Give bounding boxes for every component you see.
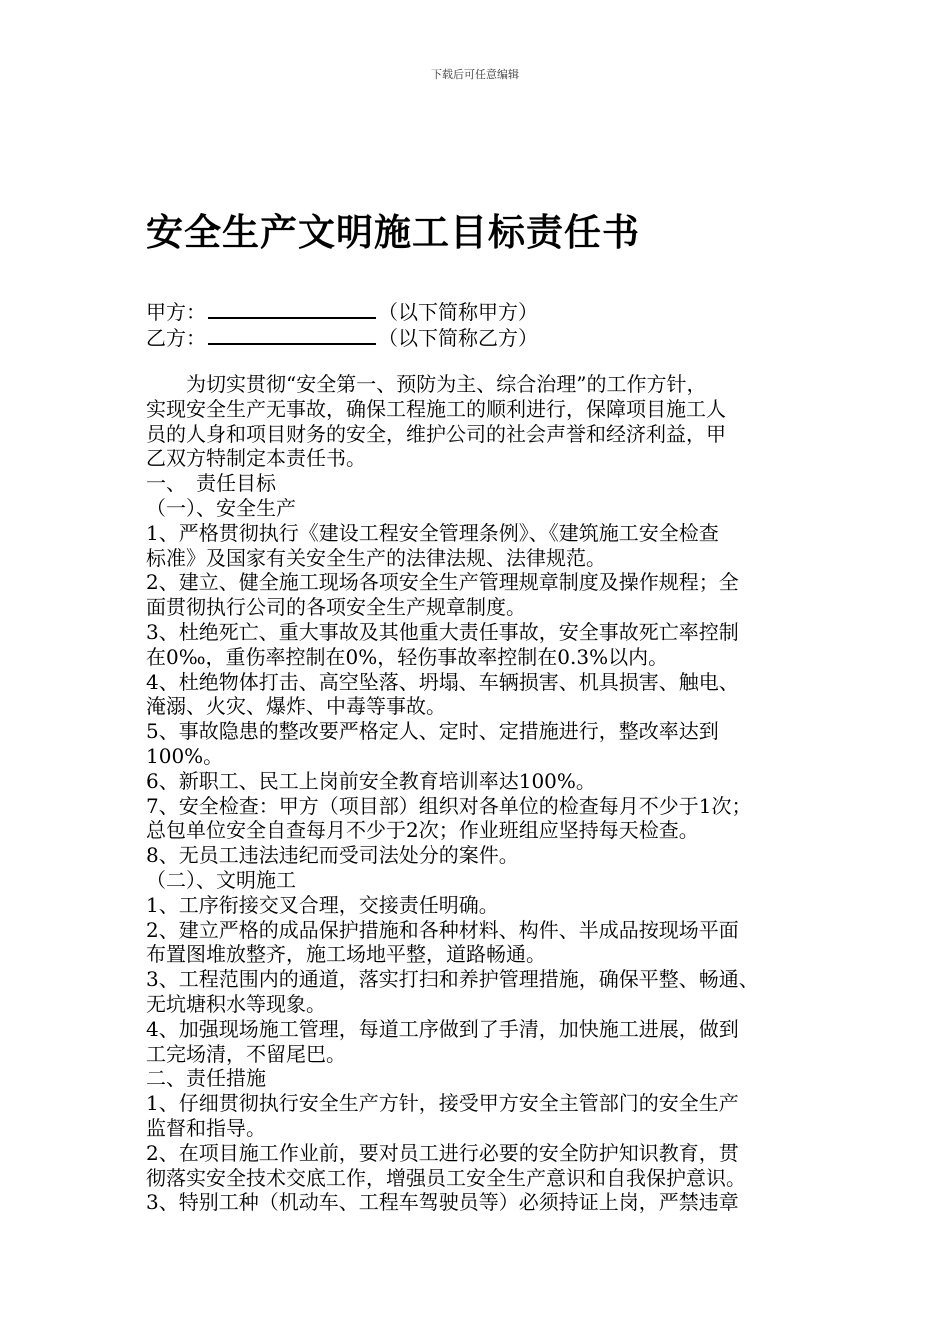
party-a-blank-field [208, 298, 376, 319]
body-line: 淹溺、火灾、爆炸、中毒等事故。 [146, 694, 446, 719]
document-body [146, 372, 826, 1215]
body-line: 3、特别工种（机动车、工程车驾驶员等）必须持证上岗，严禁违章 [146, 1190, 739, 1215]
body-line: 工完场清，不留尾巴。 [146, 1041, 346, 1066]
body-line: 4、加强现场施工管理，每道工序做到了手清，加快施工进展，做到 [146, 1016, 739, 1041]
body-line: 2、建立、健全施工现场各项安全生产管理规章制度及操作规程；全 [146, 570, 739, 595]
body-line: 1、工序衔接交叉合理，交接责任明确。 [146, 892, 499, 917]
party-b-note: （以下简称乙方） [378, 326, 538, 350]
party-b-label: 乙方： [146, 326, 206, 350]
body-line: （一）、安全生产 [146, 495, 296, 520]
body-line: 为切实贯彻“安全第一、预防为主、综合治理”的工作方针， [146, 372, 707, 396]
body-line: 布置图堆放整齐，施工场地平整，道路畅通。 [146, 942, 546, 967]
body-line: （二）、文明施工 [146, 867, 296, 892]
body-line: 在0‰，重伤率控制在0%，轻伤事故率控制在0.3%以内。 [146, 644, 669, 669]
body-line: 总包单位安全自查每月不少于2次；作业班组应坚持每天检查。 [146, 818, 699, 843]
body-line: 3、工程范围内的通道，落实打扫和养护管理措施，确保平整、畅通、 [146, 967, 759, 992]
body-line: 二、责任措施 [146, 1066, 266, 1091]
parties-block [146, 298, 538, 350]
body-line: 1、严格贯彻执行《建设工程安全管理条例》、《建筑施工安全检查 [146, 520, 719, 545]
body-line: 彻落实安全技术交底工作，增强员工安全生产意识和自我保护意识。 [146, 1165, 746, 1190]
header-note: 下载后可任意编辑 [431, 68, 519, 81]
document-title: 安全生产文明施工目标责任书 [146, 210, 640, 254]
body-line: 一、 责任目标 [146, 471, 276, 496]
body-line: 标准》及国家有关安全生产的法律法规、法律规范。 [146, 545, 606, 570]
body-line: 1、仔细贯彻执行安全生产方针，接受甲方安全主管部门的安全生产 [146, 1091, 739, 1116]
party-b-line [146, 324, 538, 350]
body-line: 6、新职工、民工上岗前安全教育培训率达100%。 [146, 768, 596, 793]
party-a-note: （以下简称甲方） [378, 300, 538, 324]
body-line: 实现安全生产无事故，确保工程施工的顺利进行，保障项目施工人 [146, 396, 726, 421]
body-line: 员的人身和项目财务的安全，维护公司的社会声誉和经济利益，甲 [146, 421, 726, 446]
body-line: 3、杜绝死亡、重大事故及其他重大责任事故，安全事故死亡率控制 [146, 619, 739, 644]
body-line: 4、杜绝物体打击、高空坠落、坍塌、车辆损害、机具损害、触电、 [146, 669, 739, 694]
body-line: 2、建立严格的成品保护措施和各种材料、构件、半成品按现场平面 [146, 917, 739, 942]
body-line: 监督和指导。 [146, 1115, 266, 1140]
body-line: 7、安全检查：甲方（项目部）组织对各单位的检查每月不少于1次； [146, 793, 752, 818]
party-a-label: 甲方： [146, 300, 206, 324]
body-line: 5、事故隐患的整改要严格定人、定时、定措施进行，整改率达到 [146, 719, 719, 744]
body-line: 100%。 [146, 743, 224, 768]
party-b-blank-field [208, 324, 376, 345]
body-line: 乙双方特制定本责任书。 [146, 446, 366, 471]
body-line: 8、无员工违法违纪而受司法处分的案件。 [146, 843, 519, 868]
body-line: 2、在项目施工作业前，要对员工进行必要的安全防护知识教育，贯 [146, 1140, 739, 1165]
body-line: 无坑塘积水等现象。 [146, 991, 326, 1016]
body-line: 面贯彻执行公司的各项安全生产规章制度。 [146, 595, 526, 620]
party-a-line [146, 298, 538, 324]
